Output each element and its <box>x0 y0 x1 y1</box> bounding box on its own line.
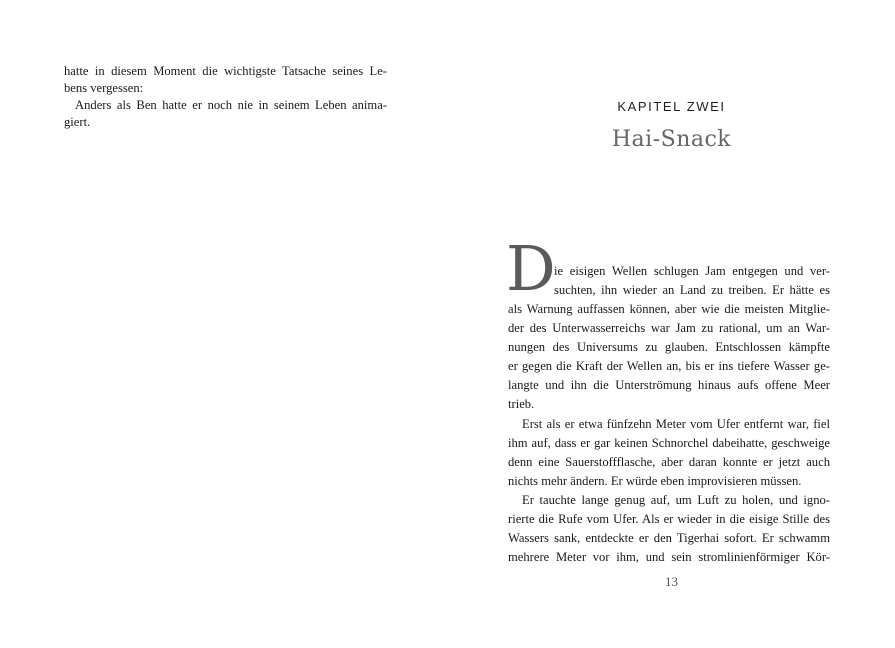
page-number: 13 <box>665 574 678 589</box>
text-line: nichts mehr ändern. Er würde eben improvisieren müssen. <box>508 474 802 488</box>
drop-cap: D <box>506 232 556 305</box>
text-line: nungen des Universums zu glauben. Entschlossen kämpfte <box>508 340 830 354</box>
text-line: mehrere Meter vor ihm, und sein stromlinienförmiger Kör- <box>508 550 830 564</box>
left-page <box>0 0 447 648</box>
text-line: er gegen die Kraft der Wellen an, bis er ins tiefere Wasser ge- <box>508 359 830 373</box>
text-line: der des Unterwasserreichs war Jam zu rational, um an War- <box>508 321 830 335</box>
text-line: ihm auf, dass er gar keinen Schnorchel dabeihatte, geschweige <box>508 436 830 450</box>
text-line: Wassers sank, entdeckte er den Tigerhai sofort. Er schwamm <box>508 531 830 545</box>
text-line: Er tauchte lange genug auf, um Luft zu holen, und igno- <box>522 493 830 507</box>
text-line: suchten, ihn wieder an Land zu treiben. Er hätte es <box>554 283 830 297</box>
text-line: giert. <box>64 115 91 129</box>
text-line: rierte die Rufe vom Ufer. Als er wieder in die eisige Stille des <box>508 512 830 526</box>
text-line: trieb. <box>508 397 535 411</box>
text-line: ie eisigen Wellen schlugen Jam entgegen und ver- <box>554 264 830 278</box>
text-line: als Warnung auffassen können, aber wie die meisten Mitglie- <box>508 302 830 316</box>
text-line: langte und ihn die Unterströmung hinaus aufs offene Meer <box>508 378 830 392</box>
chapter-label: KAPITEL ZWEI <box>617 99 726 114</box>
text-line: hatte in diesem Moment die wichtigste Tatsache seines Le- <box>64 64 387 78</box>
text-line: Erst als er etwa fünfzehn Meter vom Ufer entfernt war, fiel <box>522 417 830 431</box>
right-page <box>448 0 895 648</box>
text-line: Anders als Ben hatte er noch nie in seinem Leben anima- <box>75 98 387 112</box>
chapter-title: Hai-Snack <box>611 127 732 152</box>
text-line: denn eine Sauerstoffflasche, aber daran konnte er jetzt auch <box>508 455 830 469</box>
text-line: bens vergessen: <box>64 81 144 95</box>
